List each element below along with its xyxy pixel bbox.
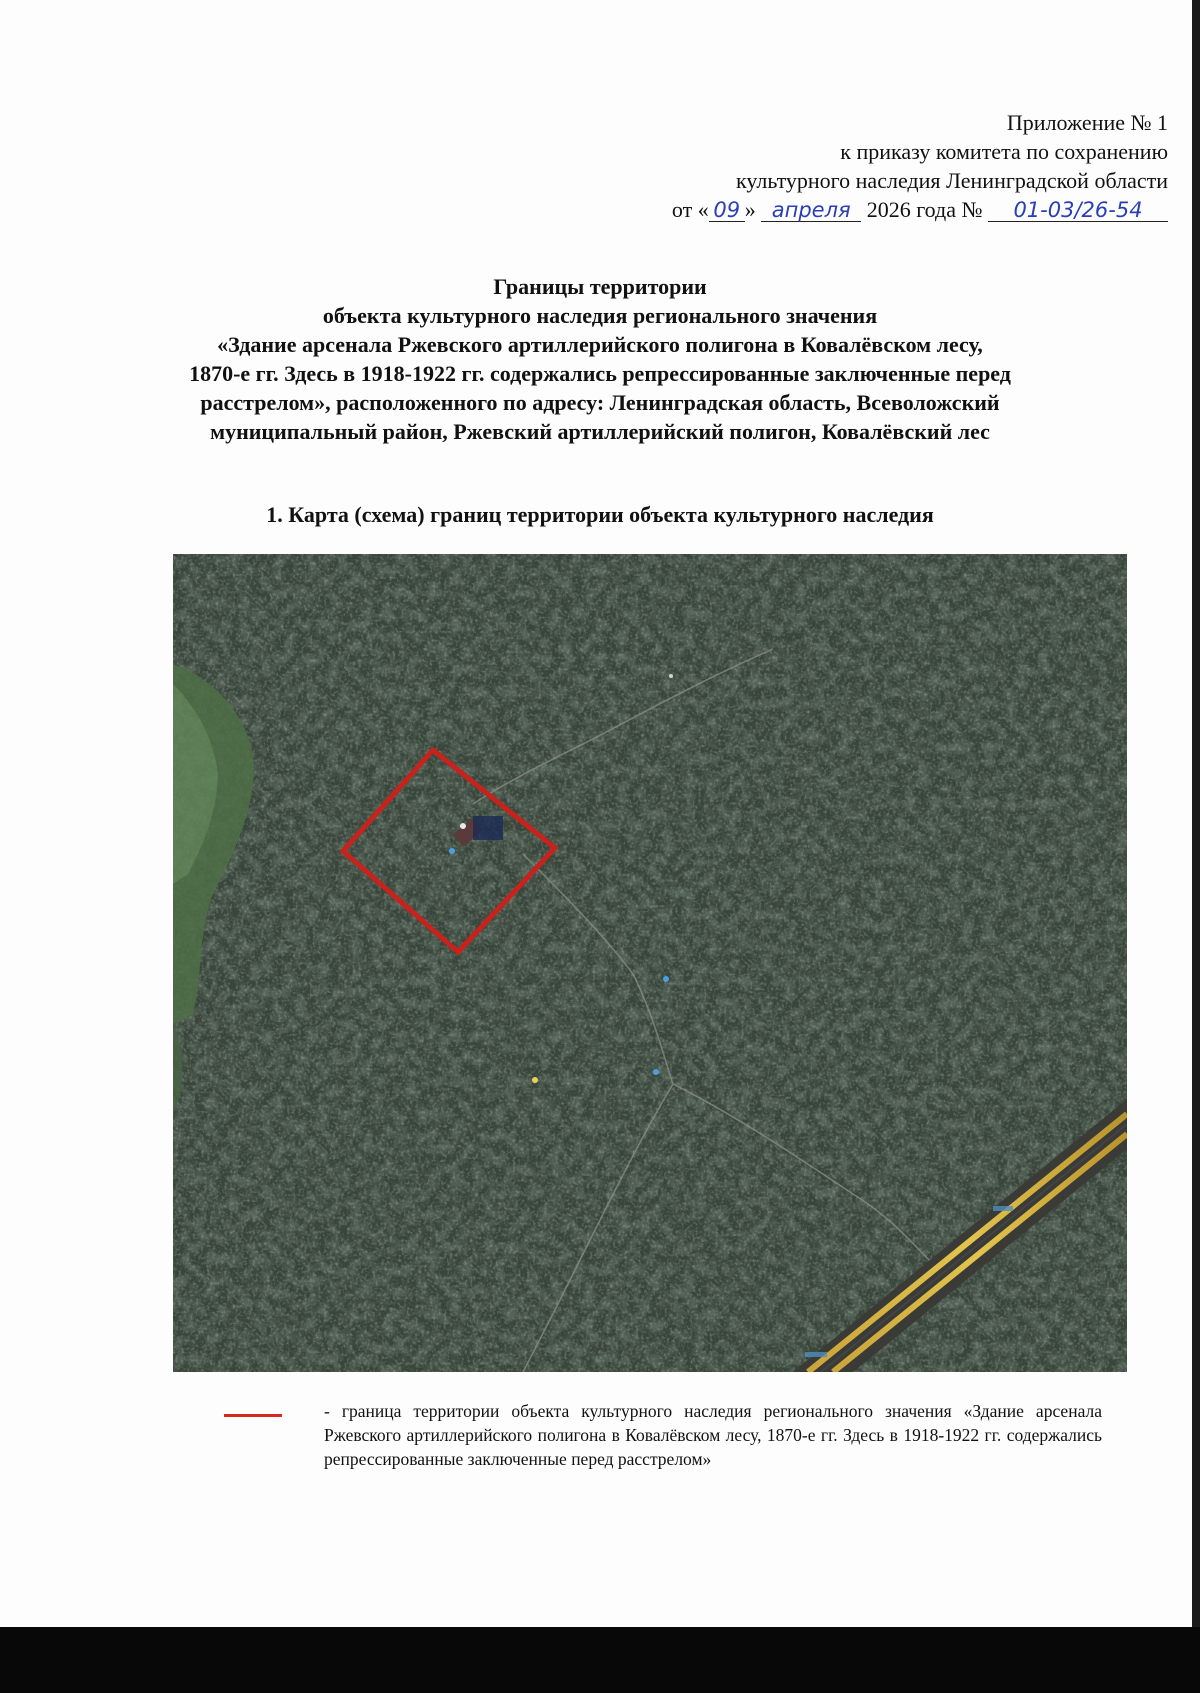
scan-right-edge: [1192, 0, 1200, 1693]
title-line-4: 1870-е гг. Здесь в 1918-1922 гг. содержались репрессированные заключенные перед: [189, 361, 1011, 386]
handwritten-month: апреля: [771, 198, 851, 222]
title-line-3: «Здание арсенала Ржевского артиллерийского полигона в Ковалёвском лесу,: [217, 332, 983, 357]
month-blank: [761, 199, 861, 222]
title-line-6: муниципальный район, Ржевский артиллерийский полигон, Ковалёвский лес: [210, 419, 990, 444]
title-line-2: объекта культурного наследия регионального значения: [322, 303, 878, 328]
appendix-line-3: культурного наследия Ленинградской области: [736, 168, 1168, 193]
day-blank: [709, 199, 745, 222]
appendix-line-1: Приложение № 1: [1006, 110, 1168, 135]
legend-description: - граница территории объекта культурного наследия регионального значения «Здание арсенала Ржевского артиллерийского полигона в Ковалёвском лесу, 1870-е гг. Здесь в 1918-1922 гг. содержались репрессированные заключенные перед расстрелом»: [324, 1401, 1102, 1469]
appendix-header: [672, 108, 1168, 224]
section-heading: 1. Карта (схема) границ территории объекта культурного наследия: [266, 502, 934, 527]
year-text: 2026 года №: [866, 197, 983, 222]
title-line-5: расстрелом», расположенного по адресу: Ленинградская область, Всеволожский: [200, 390, 1000, 415]
from-prefix: от «: [671, 197, 709, 222]
satellite-map: [173, 554, 1127, 1372]
number-blank: [988, 199, 1168, 222]
scan-bottom-band: [0, 1627, 1200, 1693]
day-close-quote: »: [744, 197, 756, 222]
order-date-line: [672, 195, 1168, 224]
document-title: [100, 272, 1100, 446]
handwritten-order-number: 01-03/26-54: [1013, 198, 1143, 222]
handwritten-day: 09: [713, 198, 741, 222]
title-line-1: Границы территории: [493, 274, 707, 299]
appendix-line-2: к приказу комитета по сохранению: [840, 139, 1168, 164]
legend-red-line: [224, 1414, 282, 1417]
